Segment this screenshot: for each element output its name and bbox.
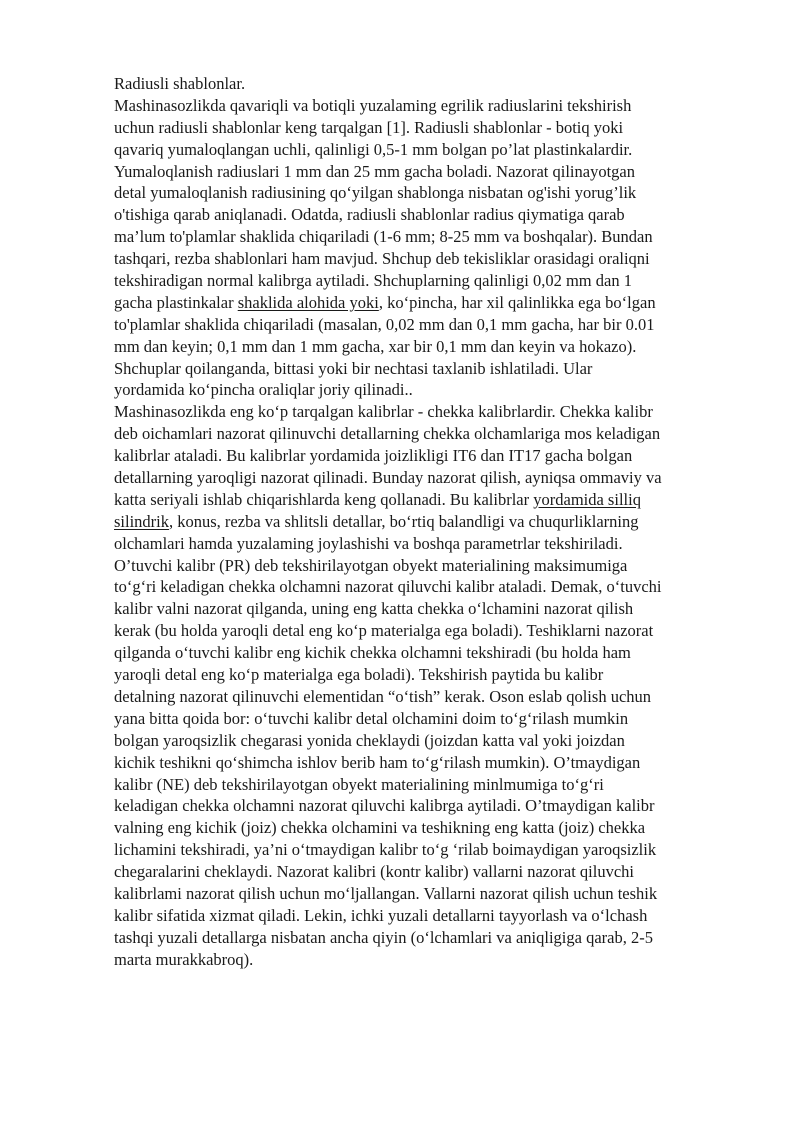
text-line <box>114 423 744 445</box>
text-segment: to'plamlar shaklida chiqariladi (masalan, 0,02 mm dan 0,1 mm gacha, har bir 0.01 <box>114 314 655 334</box>
text-line <box>114 445 744 467</box>
text-line <box>114 467 744 489</box>
text-segment: , konus, rezba va shlitsli detallar, bo‘rtiq balandligi va chuqurliklarning <box>169 511 639 531</box>
text-line <box>114 292 744 314</box>
text-line <box>114 226 744 248</box>
text-segment: kalibr valni nazorat qilganda, uning eng katta chekka o‘lchamini nazorat qilish <box>114 599 634 619</box>
text-segment: kichik teshikni qo‘shimcha ishlov berib ham to‘g‘rilash mumkin). O’tmaydigan <box>114 752 641 772</box>
text-line <box>114 95 744 117</box>
text-line <box>114 555 744 577</box>
text-line <box>114 642 744 664</box>
text-line <box>114 511 744 533</box>
text-segment: yordamida ko‘pincha oraliqlar joriy qilinadi.. <box>114 380 413 400</box>
text-line <box>114 182 744 204</box>
text-segment: kalibrlami nazorat qilish uchun mo‘ljallangan. Vallarni nazorat qilish uchun teshik <box>114 883 658 903</box>
text-line <box>114 248 744 270</box>
text-line <box>114 752 744 774</box>
text-segment: valning eng kichik (joiz) chekka olchamini va teshikning eng katta (joiz) chekka <box>114 818 646 838</box>
text-segment: yana bitta qoida bor: o‘tuvchi kalibr detal olchamini doim to‘g‘rilash mumkin <box>114 708 629 728</box>
text-line <box>114 664 744 686</box>
text-segment: gacha plastinkalar <box>114 292 238 312</box>
text-line <box>114 314 744 336</box>
text-line <box>114 817 744 839</box>
text-line <box>114 489 744 511</box>
text-segment: uchun radiusli shablonlar keng tarqalgan [1]. Radiusli shablonlar - botiq yoki <box>114 117 624 137</box>
text-segment: qilganda o‘tuvchi kalibr eng kichik chekka olchamni tekshiradi (bu holda ham <box>114 643 631 663</box>
document-page <box>114 73 744 971</box>
text-segment: tekshiradigan normal kalibrga aytiladi. Shchuplarning qalinligi 0,02 mm dan 1 <box>114 271 632 291</box>
text-line <box>114 358 744 380</box>
text-line <box>114 270 744 292</box>
text-line <box>114 204 744 226</box>
text-segment: mm dan keyin; 0,1 mm dan 1 mm gacha, xar bir 0,1 mm dan keyin va hokazo). <box>114 336 637 356</box>
text-segment: kalibr (NE) deb tekshirilayotgan obyekt materialining minlmumiga to‘g‘ri <box>114 774 604 794</box>
text-line <box>114 73 744 95</box>
text-segment: ma’lum to'plamlar shaklida chiqariladi (1-6 mm; 8-25 mm va boshqalar). Bundan <box>114 227 653 247</box>
text-line <box>114 905 744 927</box>
text-segment: detallarning yaroqligi nazorat qilinadi. Bunday nazorat qilish, ayniqsa ommaviy va <box>114 468 662 488</box>
text-segment: Yumaloqlanish radiuslari 1 mm dan 25 mm gacha boladi. Nazorat qilinayotgan <box>114 161 635 181</box>
text-line <box>114 774 744 796</box>
text-segment: tashqari, rezba shablonlari ham mavjud. Shchup deb tekisliklar orasidagi oraliqni <box>114 249 650 269</box>
text-line <box>114 708 744 730</box>
text-segment: detalning nazorat qilinuvchi elementidan “o‘tish” kerak. Oson eslab qolish uchun <box>114 686 652 706</box>
text-line <box>114 686 744 708</box>
text-line <box>114 620 744 642</box>
text-segment: Shchuplar qoilanganda, bittasi yoki bir nechtasi taxlanib ishlatiladi. Ular <box>114 358 593 378</box>
text-line <box>114 117 744 139</box>
text-segment: , ko‘pincha, har xil qalinlikka ega bo‘lgan <box>378 292 656 312</box>
text-segment: Radiusli shablonlar. <box>114 74 246 93</box>
text-line <box>114 576 744 598</box>
text-segment: Mashinasozlikda qavariqli va botiqli yuzalaming egrilik radiuslarini tekshirish <box>114 95 632 115</box>
text-line <box>114 730 744 752</box>
text-line <box>114 861 744 883</box>
hyperlink-text[interactable]: silindrik <box>114 511 170 531</box>
text-line <box>114 598 744 620</box>
text-segment: marta murakkabroq). <box>114 949 254 969</box>
text-segment: lichamini tekshiradi, ya’ni o‘tmaydigan kalibr to‘g ‘rilab boimaydigan yaroqsizlik <box>114 840 657 860</box>
text-line <box>114 161 744 183</box>
text-line <box>114 927 744 949</box>
text-line <box>114 379 744 401</box>
text-segment: O’tuvchi kalibr (PR) deb tekshirilayotgan obyekt materialining maksimumiga <box>114 555 628 575</box>
hyperlink-text[interactable]: shaklida alohida yoki <box>237 292 379 312</box>
text-line <box>114 401 744 423</box>
text-segment: chegaralarini cheklaydi. Nazorat kalibri (kontr kalibr) vallarni nazorat qiluvchi <box>114 862 634 882</box>
text-line <box>114 533 744 555</box>
text-segment: bolgan yaroqsizlik chegarasi yonida cheklaydi (joizdan katta val yoki joizdan <box>114 730 625 750</box>
text-segment: olchamlari hamda yuzalaming joylashishi va boshqa parametrlar tekshiriladi. <box>114 533 623 553</box>
text-segment: katta seriyali ishlab chiqarishlarda keng qollanadi. Bu kalibrlar <box>114 489 534 509</box>
text-segment: qavariq yumaloqlangan uchli, qalinligi 0,5-1 mm bolgan po’lat plastinkalardir. <box>114 139 633 159</box>
text-segment: kalibrlar ataladi. Bu kalibrlar yordamida joizlikligi IT6 dan IT17 gacha bolgan <box>114 446 633 466</box>
text-segment: to‘g‘ri keladigan chekka olchamni nazorat qiluvchi kalibr ataladi. Demak, o‘tuvchi <box>114 577 662 597</box>
text-segment: yaroqli detal eng ko‘p materialga ega boladi). Tekshirish paytida bu kalibr <box>114 665 604 685</box>
text-line <box>114 139 744 161</box>
hyperlink-text[interactable]: yordamida silliq <box>533 489 641 509</box>
text-segment: kerak (bu holda yaroqli detal eng ko‘p materialga ega boladi). Teshiklarni nazorat <box>114 621 654 641</box>
text-line <box>114 795 744 817</box>
text-segment: tashqi yuzali detallarga nisbatan ancha qiyin (o‘lchamlari va aniqligiga qarab, 2-5 <box>114 927 653 947</box>
text-line <box>114 883 744 905</box>
text-segment: keladigan chekka olchamni nazorat qiluvchi kalibrga aytiladi. O’tmaydigan kalibr <box>114 796 655 816</box>
text-segment: Mashinasozlikda eng ko‘p tarqalgan kalibrlar - chekka kalibrlardir. Chekka kalibr <box>114 402 653 422</box>
text-segment: kalibr sifatida xizmat qiladi. Lekin, ichki yuzali detallarni tayyorlash va o‘lchash <box>114 905 648 925</box>
text-segment: deb oichamlari nazorat qilinuvchi detallarning chekka olchamlariga mos keladigan <box>114 424 661 444</box>
text-line <box>114 839 744 861</box>
text-line <box>114 336 744 358</box>
text-line <box>114 949 744 971</box>
text-segment: detal yumaloqlanish radiusining qo‘yilgan shablonga nisbatan og'ishi yorug’lik <box>114 183 637 203</box>
text-segment: o'tishiga qarab aniqlanadi. Odatda, radiusli shablonlar radius qiymatiga qarab <box>114 205 625 225</box>
